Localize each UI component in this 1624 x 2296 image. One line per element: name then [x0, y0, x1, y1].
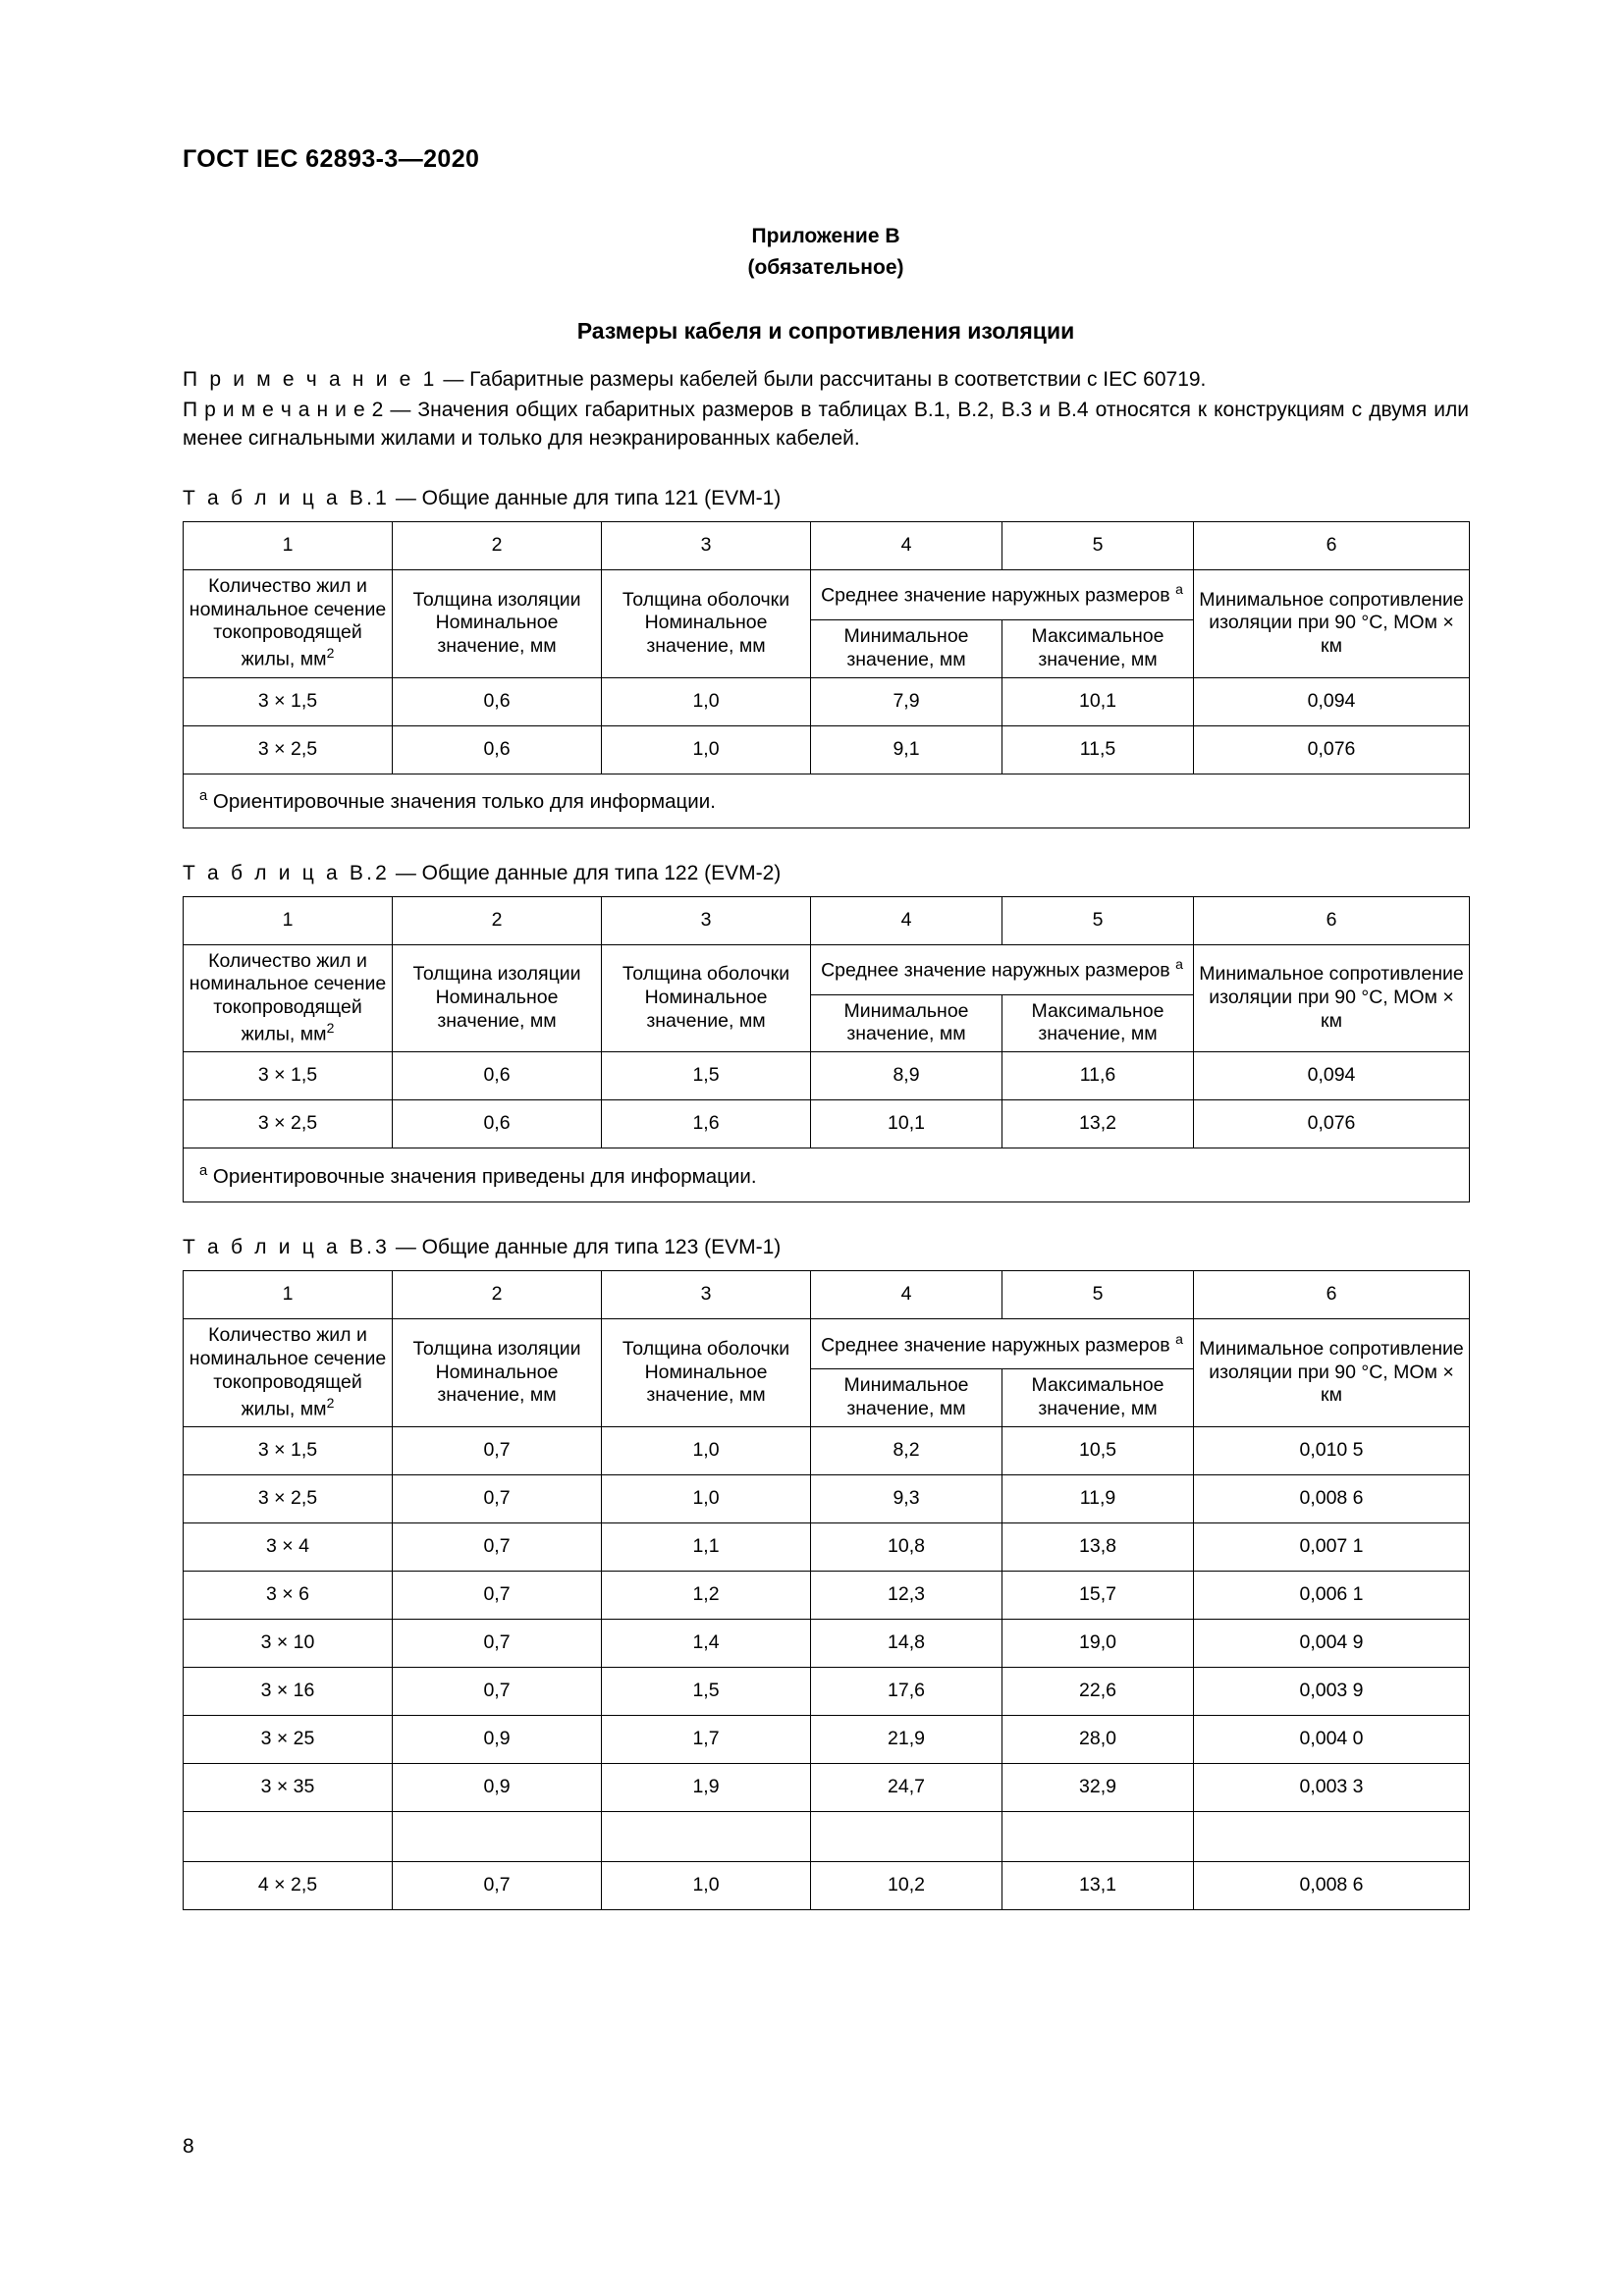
table-row	[184, 521, 1470, 569]
cell: 24,7	[811, 1763, 1002, 1811]
header-cell-max: Максимальное значение, мм	[1002, 994, 1194, 1052]
cell: 0,7	[393, 1426, 602, 1474]
cell: 0,008 6	[1194, 1861, 1470, 1909]
cell	[184, 1811, 393, 1861]
col-number: 1	[184, 896, 393, 944]
cell: 28,0	[1002, 1715, 1194, 1763]
header-cell-sheath: Толщина оболочки Номинальное значение, мм	[602, 944, 811, 1052]
col-number: 6	[1194, 521, 1470, 569]
header-cell-outer-dim	[811, 569, 1194, 619]
col-number: 3	[602, 521, 811, 569]
table-row	[184, 1522, 1470, 1571]
cell: 0,003 9	[1194, 1667, 1470, 1715]
table-row	[184, 725, 1470, 774]
cell: 1,9	[602, 1763, 811, 1811]
table-row	[184, 1426, 1470, 1474]
cell: 1,4	[602, 1619, 811, 1667]
col-number: 2	[393, 521, 602, 569]
header-cell-max: Максимальное значение, мм	[1002, 1369, 1194, 1427]
header-cell-min: Минимальное значение, мм	[811, 1369, 1002, 1427]
cell: 0,7	[393, 1522, 602, 1571]
table-caption-b2-prefix: Т а б л и ц а В.2	[183, 861, 390, 884]
cell: 0,010 5	[1194, 1426, 1470, 1474]
cell: 3 × 35	[184, 1763, 393, 1811]
cell: 1,0	[602, 1426, 811, 1474]
cell: 0,7	[393, 1571, 602, 1619]
col-number: 5	[1002, 896, 1194, 944]
cell: 1,0	[602, 677, 811, 725]
table-caption-b1-text: — Общие данные для типа 121 (EVM-1)	[390, 486, 782, 509]
footnote-text: Ориентировочные значения только для информации.	[207, 789, 716, 813]
cell: 0,7	[393, 1667, 602, 1715]
col-number: 3	[602, 896, 811, 944]
cell: 0,6	[393, 725, 602, 774]
header-cell-insulation: Толщина изоляции Номинальное значение, мм	[393, 944, 602, 1052]
col-number: 4	[811, 896, 1002, 944]
cell: 0,006 1	[1194, 1571, 1470, 1619]
cell: 0,004 0	[1194, 1715, 1470, 1763]
page-number: 8	[183, 2135, 194, 2158]
header-cell-conductors	[184, 1319, 393, 1427]
col-number: 2	[393, 896, 602, 944]
note-2-text: — Значения общих габаритных размеров в таблицах В.1, В.2, В.3 и В.4 относятся к конструкциям с двумя или менее сигнальными жилами и только для неэкранированных кабелей.	[183, 398, 1469, 450]
cell: 0,7	[393, 1861, 602, 1909]
header-cell-conductors	[184, 569, 393, 677]
table-caption-b3	[183, 1236, 1469, 1259]
header-text: Количество жил и номинальное сечение токопроводящей жилы, мм	[189, 949, 387, 1045]
cell: 10,8	[811, 1522, 1002, 1571]
header-cell-insulation: Толщина изоляции Номинальное значение, мм	[393, 1319, 602, 1427]
cell: 13,8	[1002, 1522, 1194, 1571]
table-row	[184, 1763, 1470, 1811]
cell: 22,6	[1002, 1667, 1194, 1715]
cell: 14,8	[811, 1619, 1002, 1667]
header-cell-outer-dim	[811, 1319, 1194, 1369]
col-number: 4	[811, 1271, 1002, 1319]
table-row	[184, 1667, 1470, 1715]
section-title: Размеры кабеля и сопротивления изоляции	[576, 318, 1075, 344]
header-cell-insulation: Толщина изоляции Номинальное значение, мм	[393, 569, 602, 677]
cell: 8,9	[811, 1052, 1002, 1100]
cell: 1,0	[602, 725, 811, 774]
table-row	[184, 1100, 1470, 1148]
col-number: 2	[393, 1271, 602, 1319]
cell: 32,9	[1002, 1763, 1194, 1811]
cell: 3 × 1,5	[184, 677, 393, 725]
table-row	[184, 1811, 1470, 1861]
col-number: 5	[1002, 521, 1194, 569]
cell: 15,7	[1002, 1571, 1194, 1619]
footnote-marker: а	[199, 788, 208, 805]
table-b3	[183, 1270, 1470, 1910]
table-caption-b2	[183, 862, 1469, 885]
cell: 10,2	[811, 1861, 1002, 1909]
header-sup: а	[1175, 581, 1183, 598]
cell: 19,0	[1002, 1619, 1194, 1667]
cell: 13,1	[1002, 1861, 1194, 1909]
cell: 3 × 2,5	[184, 1100, 393, 1148]
cell: 1,7	[602, 1715, 811, 1763]
col-number: 1	[184, 1271, 393, 1319]
cell: 12,3	[811, 1571, 1002, 1619]
page-content	[183, 221, 1469, 1910]
annex-title: Приложение В	[751, 225, 900, 247]
table-row	[184, 1715, 1470, 1763]
cell	[1002, 1811, 1194, 1861]
header-cell-outer-dim	[811, 944, 1194, 994]
cell: 3 × 10	[184, 1619, 393, 1667]
cell: 0,007 1	[1194, 1522, 1470, 1571]
cell: 0,6	[393, 1052, 602, 1100]
cell: 4 × 2,5	[184, 1861, 393, 1909]
cell: 3 × 1,5	[184, 1052, 393, 1100]
table-footnote	[184, 1148, 1470, 1202]
cell: 7,9	[811, 677, 1002, 725]
header-cell-insulation-resistance: Минимальное сопротивление изоляции при 90 °С, МОм × км	[1194, 944, 1470, 1052]
table-caption-b3-text: — Общие данные для типа 123 (EVM-1)	[390, 1236, 782, 1259]
cell: 17,6	[811, 1667, 1002, 1715]
col-number: 6	[1194, 1271, 1470, 1319]
cell: 1,0	[602, 1474, 811, 1522]
cell: 11,9	[1002, 1474, 1194, 1522]
header-cell-min: Минимальное значение, мм	[811, 619, 1002, 677]
cell	[602, 1811, 811, 1861]
table-row	[184, 1271, 1470, 1319]
note-1	[183, 366, 1469, 395]
table-caption-b2-text: — Общие данные для типа 122 (EVM-2)	[390, 861, 782, 884]
table-caption-b3-prefix: Т а б л и ц а В.3	[183, 1236, 390, 1259]
cell: 0,9	[393, 1715, 602, 1763]
header-cell-max: Максимальное значение, мм	[1002, 619, 1194, 677]
header-text: Количество жил и номинальное сечение токопроводящей жилы, мм	[189, 574, 387, 670]
cell: 10,5	[1002, 1426, 1194, 1474]
cell: 3 × 25	[184, 1715, 393, 1763]
annex-subtitle: (обязательное)	[747, 255, 904, 279]
table-footnote	[184, 774, 1470, 828]
page-header: ГОСТ IEC 62893-3—2020	[183, 145, 480, 173]
cell: 11,5	[1002, 725, 1194, 774]
note-2-label: П р и м е ч а н и е 2	[183, 398, 384, 421]
header-sup: а	[1175, 955, 1183, 972]
cell: 0,008 6	[1194, 1474, 1470, 1522]
cell: 1,1	[602, 1522, 811, 1571]
cell: 11,6	[1002, 1052, 1194, 1100]
cell: 1,5	[602, 1052, 811, 1100]
table-header-row	[184, 1319, 1470, 1369]
cell: 3 × 16	[184, 1667, 393, 1715]
table-header-row	[184, 944, 1470, 994]
table-row	[184, 1474, 1470, 1522]
note-2	[183, 397, 1469, 454]
header-cell-conductors	[184, 944, 393, 1052]
footnote-marker: а	[199, 1162, 208, 1179]
cell: 0,7	[393, 1619, 602, 1667]
cell	[811, 1811, 1002, 1861]
col-number: 1	[184, 521, 393, 569]
header-sup: а	[1175, 1330, 1183, 1347]
note-1-label: П р и м е ч а н и е 1	[183, 368, 438, 391]
cell: 0,076	[1194, 725, 1470, 774]
header-sup: 2	[326, 1394, 335, 1411]
col-number: 5	[1002, 1271, 1194, 1319]
cell: 3 × 1,5	[184, 1426, 393, 1474]
header-cell-sheath: Толщина оболочки Номинальное значение, мм	[602, 569, 811, 677]
cell: 1,6	[602, 1100, 811, 1148]
table-row	[184, 1052, 1470, 1100]
header-sup: 2	[326, 645, 335, 662]
header-cell-min: Минимальное значение, мм	[811, 994, 1002, 1052]
header-cell-insulation-resistance: Минимальное сопротивление изоляции при 90 °С, МОм × км	[1194, 1319, 1470, 1427]
table-row	[184, 677, 1470, 725]
cell: 9,1	[811, 725, 1002, 774]
table-row	[184, 1861, 1470, 1909]
cell	[1194, 1811, 1470, 1861]
note-1-text: — Габаритные размеры кабелей были рассчитаны в соответствии с IEC 60719.	[437, 368, 1207, 391]
cell: 3 × 6	[184, 1571, 393, 1619]
header-text: Среднее значение наружных размеров	[821, 584, 1170, 607]
table-b1	[183, 521, 1470, 828]
header-text: Среднее значение наружных размеров	[821, 1334, 1170, 1357]
footnote-text: Ориентировочные значения приведены для информации.	[207, 1164, 757, 1188]
col-number: 3	[602, 1271, 811, 1319]
table-row	[184, 1571, 1470, 1619]
header-text: Среднее значение наружных размеров	[821, 959, 1170, 982]
table-footnote-row	[184, 774, 1470, 828]
cell: 3 × 2,5	[184, 725, 393, 774]
table-header-row	[184, 569, 1470, 619]
cell: 9,3	[811, 1474, 1002, 1522]
cell: 0,9	[393, 1763, 602, 1811]
cell: 0,094	[1194, 677, 1470, 725]
cell: 10,1	[811, 1100, 1002, 1148]
cell: 0,004 9	[1194, 1619, 1470, 1667]
table-caption-b1	[183, 487, 1469, 510]
cell: 10,1	[1002, 677, 1194, 725]
table-footnote-row	[184, 1148, 1470, 1202]
cell: 1,2	[602, 1571, 811, 1619]
cell: 0,076	[1194, 1100, 1470, 1148]
cell: 3 × 4	[184, 1522, 393, 1571]
cell: 0,6	[393, 1100, 602, 1148]
cell: 1,0	[602, 1861, 811, 1909]
col-number: 6	[1194, 896, 1470, 944]
cell: 0,7	[393, 1474, 602, 1522]
cell: 21,9	[811, 1715, 1002, 1763]
cell: 3 × 2,5	[184, 1474, 393, 1522]
table-b2	[183, 896, 1470, 1203]
header-cell-insulation-resistance: Минимальное сопротивление изоляции при 90 °С, МОм × км	[1194, 569, 1470, 677]
table-caption-b1-prefix: Т а б л и ц а В.1	[183, 486, 390, 509]
header-text: Количество жил и номинальное сечение токопроводящей жилы, мм	[189, 1324, 387, 1419]
header-sup: 2	[326, 1019, 335, 1036]
header-cell-sheath: Толщина оболочки Номинальное значение, мм	[602, 1319, 811, 1427]
table-row	[184, 1619, 1470, 1667]
cell: 13,2	[1002, 1100, 1194, 1148]
cell: 8,2	[811, 1426, 1002, 1474]
cell: 0,094	[1194, 1052, 1470, 1100]
table-row	[184, 896, 1470, 944]
cell: 1,5	[602, 1667, 811, 1715]
cell	[393, 1811, 602, 1861]
cell: 0,6	[393, 677, 602, 725]
col-number: 4	[811, 521, 1002, 569]
cell: 0,003 3	[1194, 1763, 1470, 1811]
